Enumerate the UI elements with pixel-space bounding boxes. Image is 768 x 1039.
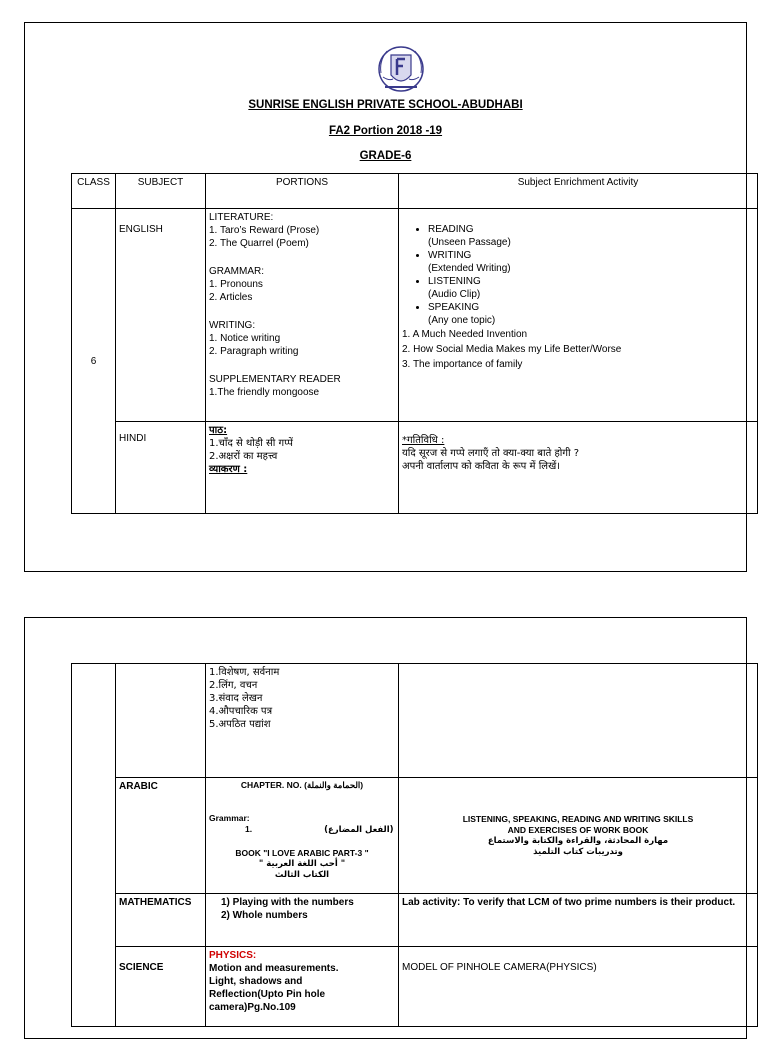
book-label: BOOK "I LOVE ARABIC PART-3 " [235,848,369,858]
activity-line: AND EXERCISES OF WORK BOOK [507,825,649,835]
subject-hindi: HINDI [116,422,206,514]
table-row-hindi [72,422,758,514]
class-value: 6 [72,209,116,514]
literature-label: LITERATURE: [209,212,274,223]
maths-activity: Lab activity: To verify that LCM of two prime numbers is their product. [399,894,758,947]
topic-item: 3. The importance of family [402,359,523,370]
activity-arabic: مهارة المحادثة، والقراءة والكتابة والاستماع [487,836,669,846]
list-item: 3.संवाद लेखन [209,693,263,704]
activity-line: यदि सूरज से गप्पे लगाएँ तो क्या-क्या बाते होगी ? [402,448,580,459]
path-label: पाठ: [209,425,228,436]
list-item: 1.विशेषण, सर्वनाम [209,667,280,678]
chapter-label: CHAPTER. NO. (الحمامة والنملة) [240,780,364,790]
topic-item: 1. A Much Needed Invention [402,329,528,340]
list-item: • LISTENING (Audio Clip) [428,275,754,301]
supplementary-label: SUPPLEMENTARY READER [209,374,341,385]
header-subject: SUBJECT [116,174,206,209]
table-row-mathematics [72,894,758,947]
header-activity: Subject Enrichment Activity [399,174,758,209]
list-item: 1. [245,824,253,834]
page-2 [24,617,747,1039]
english-portions [206,209,399,422]
list-item: 2.अक्षरों का महत्त्व [209,451,278,462]
grammar-label: व्याकरण : [209,464,248,475]
table-row-science [72,947,758,1027]
subject-arabic: ARABIC [116,778,206,894]
subject-mathematics: MATHEMATICS [116,894,206,947]
hindi-activity [399,422,758,514]
list-item: 2. Articles [209,292,253,303]
list-item: Reflection(Upto Pin hole [209,989,326,1000]
list-item: Light, shadows and [209,976,303,987]
list-item: 2) Whole numbers [221,910,308,921]
list-item: 1.चाँद से थोड़ी सी गप्पें [209,438,293,449]
list-item: • SPEAKING (Any one topic) [428,301,754,327]
table-row-english [72,209,758,422]
list-item: 2.लिंग, वचन [209,680,258,691]
header-portions: PORTIONS [206,174,399,209]
list-item: 1.The friendly mongoose [209,387,320,398]
list-item: • READING (Unseen Passage) [428,223,754,249]
portion-table [71,173,758,514]
hindi-portions [206,422,399,514]
activity-line: LISTENING, SPEAKING, READING AND WRITING SKILLS [462,814,694,824]
grammar-label: Grammar: [209,813,250,823]
activity-label: *गतिविधि : [402,435,445,446]
topic-item: 2. How Social Media Makes my Life Better/Worse [402,344,622,355]
subject-english: ENGLISH [116,209,206,422]
activity-empty [399,664,758,778]
english-activity [399,209,758,422]
list-item: camera)Pg.No.109 [209,1002,296,1013]
book-arabic-2: الكتاب الثالث [274,870,330,880]
arabic-activity [399,778,758,894]
subject-science: SCIENCE [116,947,206,1027]
table-row-arabic [72,778,758,894]
list-item: 1. Notice writing [209,333,281,344]
list-item: 1. Pronouns [209,279,263,290]
list-item: 1. Taro’s Reward (Prose) [209,225,320,236]
portion-title: FA2 Portion 2018 -19 [328,125,443,137]
list-item: 2. Paragraph writing [209,346,299,357]
school-name: SUNRISE ENGLISH PRIVATE SCHOOL-ABUDHABI [248,99,523,111]
subject-empty [116,664,206,778]
science-portions [206,947,399,1027]
list-item: • WRITING (Extended Writing) [428,249,754,275]
table-header-row [72,174,758,209]
list-item: 1) Playing with the numbers [221,897,354,908]
grammar-arabic: (الفعل المضارع) [324,825,394,835]
physics-label: PHYSICS: [209,950,257,961]
portion-table-continued [71,663,758,1027]
writing-label: WRITING: [209,320,256,331]
arabic-portions [206,778,399,894]
science-activity: MODEL OF PINHOLE CAMERA(PHYSICS) [399,947,758,1027]
maths-portions [206,894,399,947]
list-item: 2. The Quarrel (Poem) [209,238,309,249]
activity-line: अपनी वार्तालाप को कविता के रूप में लिखें। [402,461,561,472]
list-item: Motion and measurements. [209,963,339,974]
grammar-label: GRAMMAR: [209,266,264,277]
school-logo-icon [375,43,427,93]
list-item: 5.अपठित पद्यांश [209,719,271,730]
class-cell [72,664,116,1027]
grade-title: GRADE-6 [359,150,412,162]
table-row-hindi-grammar [72,664,758,778]
list-item: 4.औपचारिक पत्र [209,706,273,717]
hindi-grammar-list [206,664,399,778]
page-1 [24,22,747,572]
activity-arabic-2: وتدريبات كتاب التلميذ [533,847,623,857]
book-arabic: " أحب اللغة العربية " [258,859,346,869]
header-class: CLASS [72,174,116,209]
